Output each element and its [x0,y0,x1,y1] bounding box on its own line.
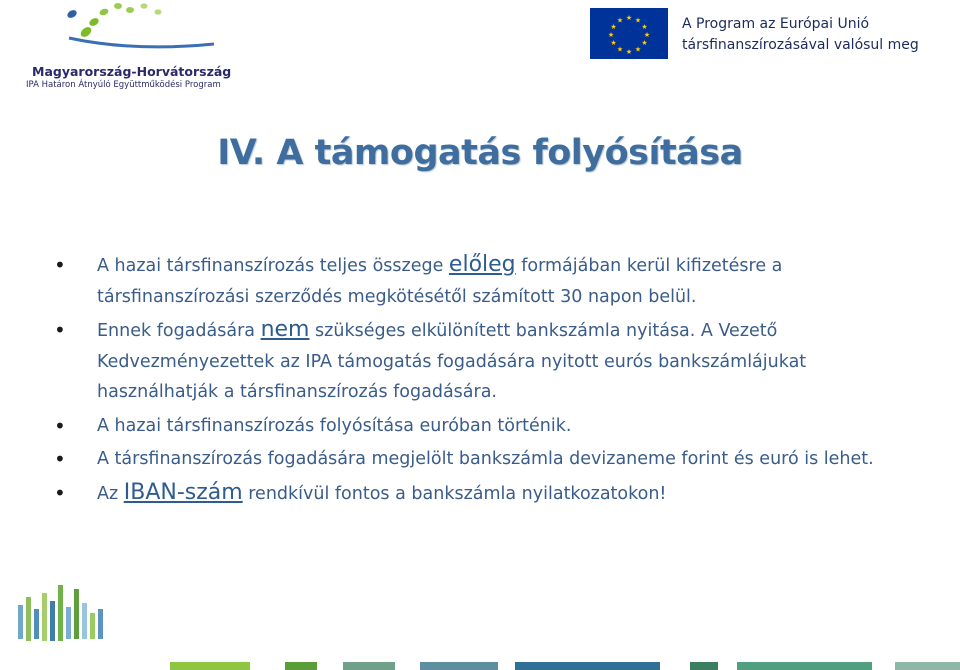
svg-text:★: ★ [607,31,615,39]
footer-bar [285,662,317,670]
bullet-item [48,411,928,442]
eu-cofinance-notice [682,14,919,56]
eu-line-1: A Program az Európai Unió [682,16,870,32]
footer-bar [420,662,498,670]
bullet-text: rendkívül fontos a bankszámla nyilatkozatokon! [242,483,667,504]
bullet-text: A társfinanszírozás fogadására megjelölt bankszámla devizaneme forint és euró is lehet. [97,449,874,469]
footer-bar [737,662,872,670]
svg-text:★: ★ [634,45,642,54]
org-program: IPA Határon Átnyúló Együttműködési Program [26,80,221,90]
footer-bar [170,662,250,670]
svg-text:★: ★ [610,23,617,31]
bullet-emphasis: nem [260,317,310,342]
bullet-icon: • [54,447,66,471]
bullet-text: formájában kerül kifizetésre a társfinanszírozási szerződés megkötésétől számított 30 napon belül. [97,256,783,307]
bullet-text: Ennek fogadására [97,321,261,341]
bullet-item [48,444,928,475]
footer-bar [515,662,660,670]
bullet-item [48,478,928,510]
eu-flag-icon [590,8,668,59]
bullet-item [48,250,928,312]
svg-text:★: ★ [634,16,642,25]
program-logo [24,0,232,95]
svg-text:★: ★ [625,14,633,22]
svg-text:★: ★ [625,48,633,56]
svg-text:★: ★ [616,16,624,25]
bullet-list [48,250,928,512]
svg-text:★: ★ [643,31,651,39]
footer-bar [895,662,960,670]
slide-title: IV. A támogatás folyósítása [217,133,743,173]
svg-text:★: ★ [610,39,617,47]
bullet-icon: • [54,480,66,505]
bullet-icon: • [54,318,66,342]
program-logo-icon [64,0,224,62]
footer-bar [343,662,395,670]
bullet-text: A hazai társfinanszírozás folyósítása euróban történik. [97,415,572,436]
footer-bar [690,662,718,670]
org-name: Magyarország-Horvátország [32,64,232,79]
bullet-text: szükséges elkülönített bankszámla nyitása. A Vezető Kedvezményezettek az IPA támogatás fogadására nyitott eurós bankszámlájukat használhatják a társfinanszírozás fogadására. [97,321,807,402]
bullet-text: Az [97,483,124,504]
eu-line-2: társfinanszírozásával valósul meg [682,37,919,53]
footer-bar [0,662,150,670]
svg-text:★: ★ [641,39,648,47]
bullet-emphasis: IBAN-szám [123,479,243,505]
svg-text:★: ★ [616,45,624,54]
bullet-icon: • [54,413,66,438]
bullet-text: A hazai társfinanszírozás teljes összege [97,256,449,276]
bullet-item [48,315,928,408]
bottom-logo-icon [10,585,110,670]
bullet-emphasis: előleg [448,252,516,277]
svg-text:★: ★ [641,23,648,31]
bullet-icon: • [54,253,66,277]
